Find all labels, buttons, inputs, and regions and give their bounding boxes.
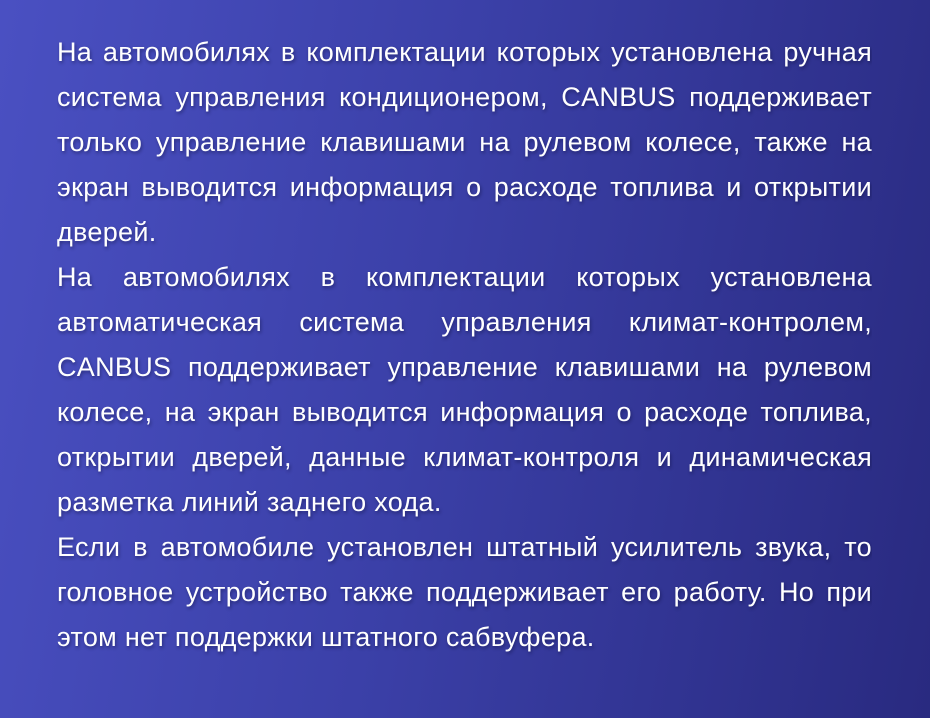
paragraph-stock-amplifier (57, 525, 872, 660)
text-line: На автомобилях в комплектации которых установлена ручная (57, 37, 872, 67)
text-line: экран выводится информация о расходе топлива и открытии (57, 172, 872, 202)
text-line: система управления кондиционером, CANBUS поддерживает (57, 82, 872, 112)
text-line: открытии дверей, данные климат-контроля и динамическая (57, 442, 872, 472)
text-line: головное устройство также поддерживает его работу. Но при (57, 577, 872, 607)
text-line: этом нет поддержки штатного сабвуфера. (57, 622, 595, 652)
paragraph-manual-ac (57, 30, 872, 255)
paragraph-auto-climate (57, 255, 872, 525)
text-line: разметка линий заднего хода. (57, 487, 442, 517)
body-text (57, 30, 872, 660)
text-line: Если в автомобиле установлен штатный усилитель звука, то (57, 532, 872, 562)
text-line: колесе, на экран выводится информация о расходе топлива, (57, 397, 872, 427)
text-line: дверей. (57, 217, 157, 247)
text-line: На автомобилях в комплектации которых установлена (57, 262, 872, 292)
text-line: CANBUS поддерживает управление клавишами на рулевом (57, 352, 872, 382)
text-line: автоматическая система управления климат-контролем, (57, 307, 872, 337)
text-line: только управление клавишами на рулевом колесе, также на (57, 127, 872, 157)
